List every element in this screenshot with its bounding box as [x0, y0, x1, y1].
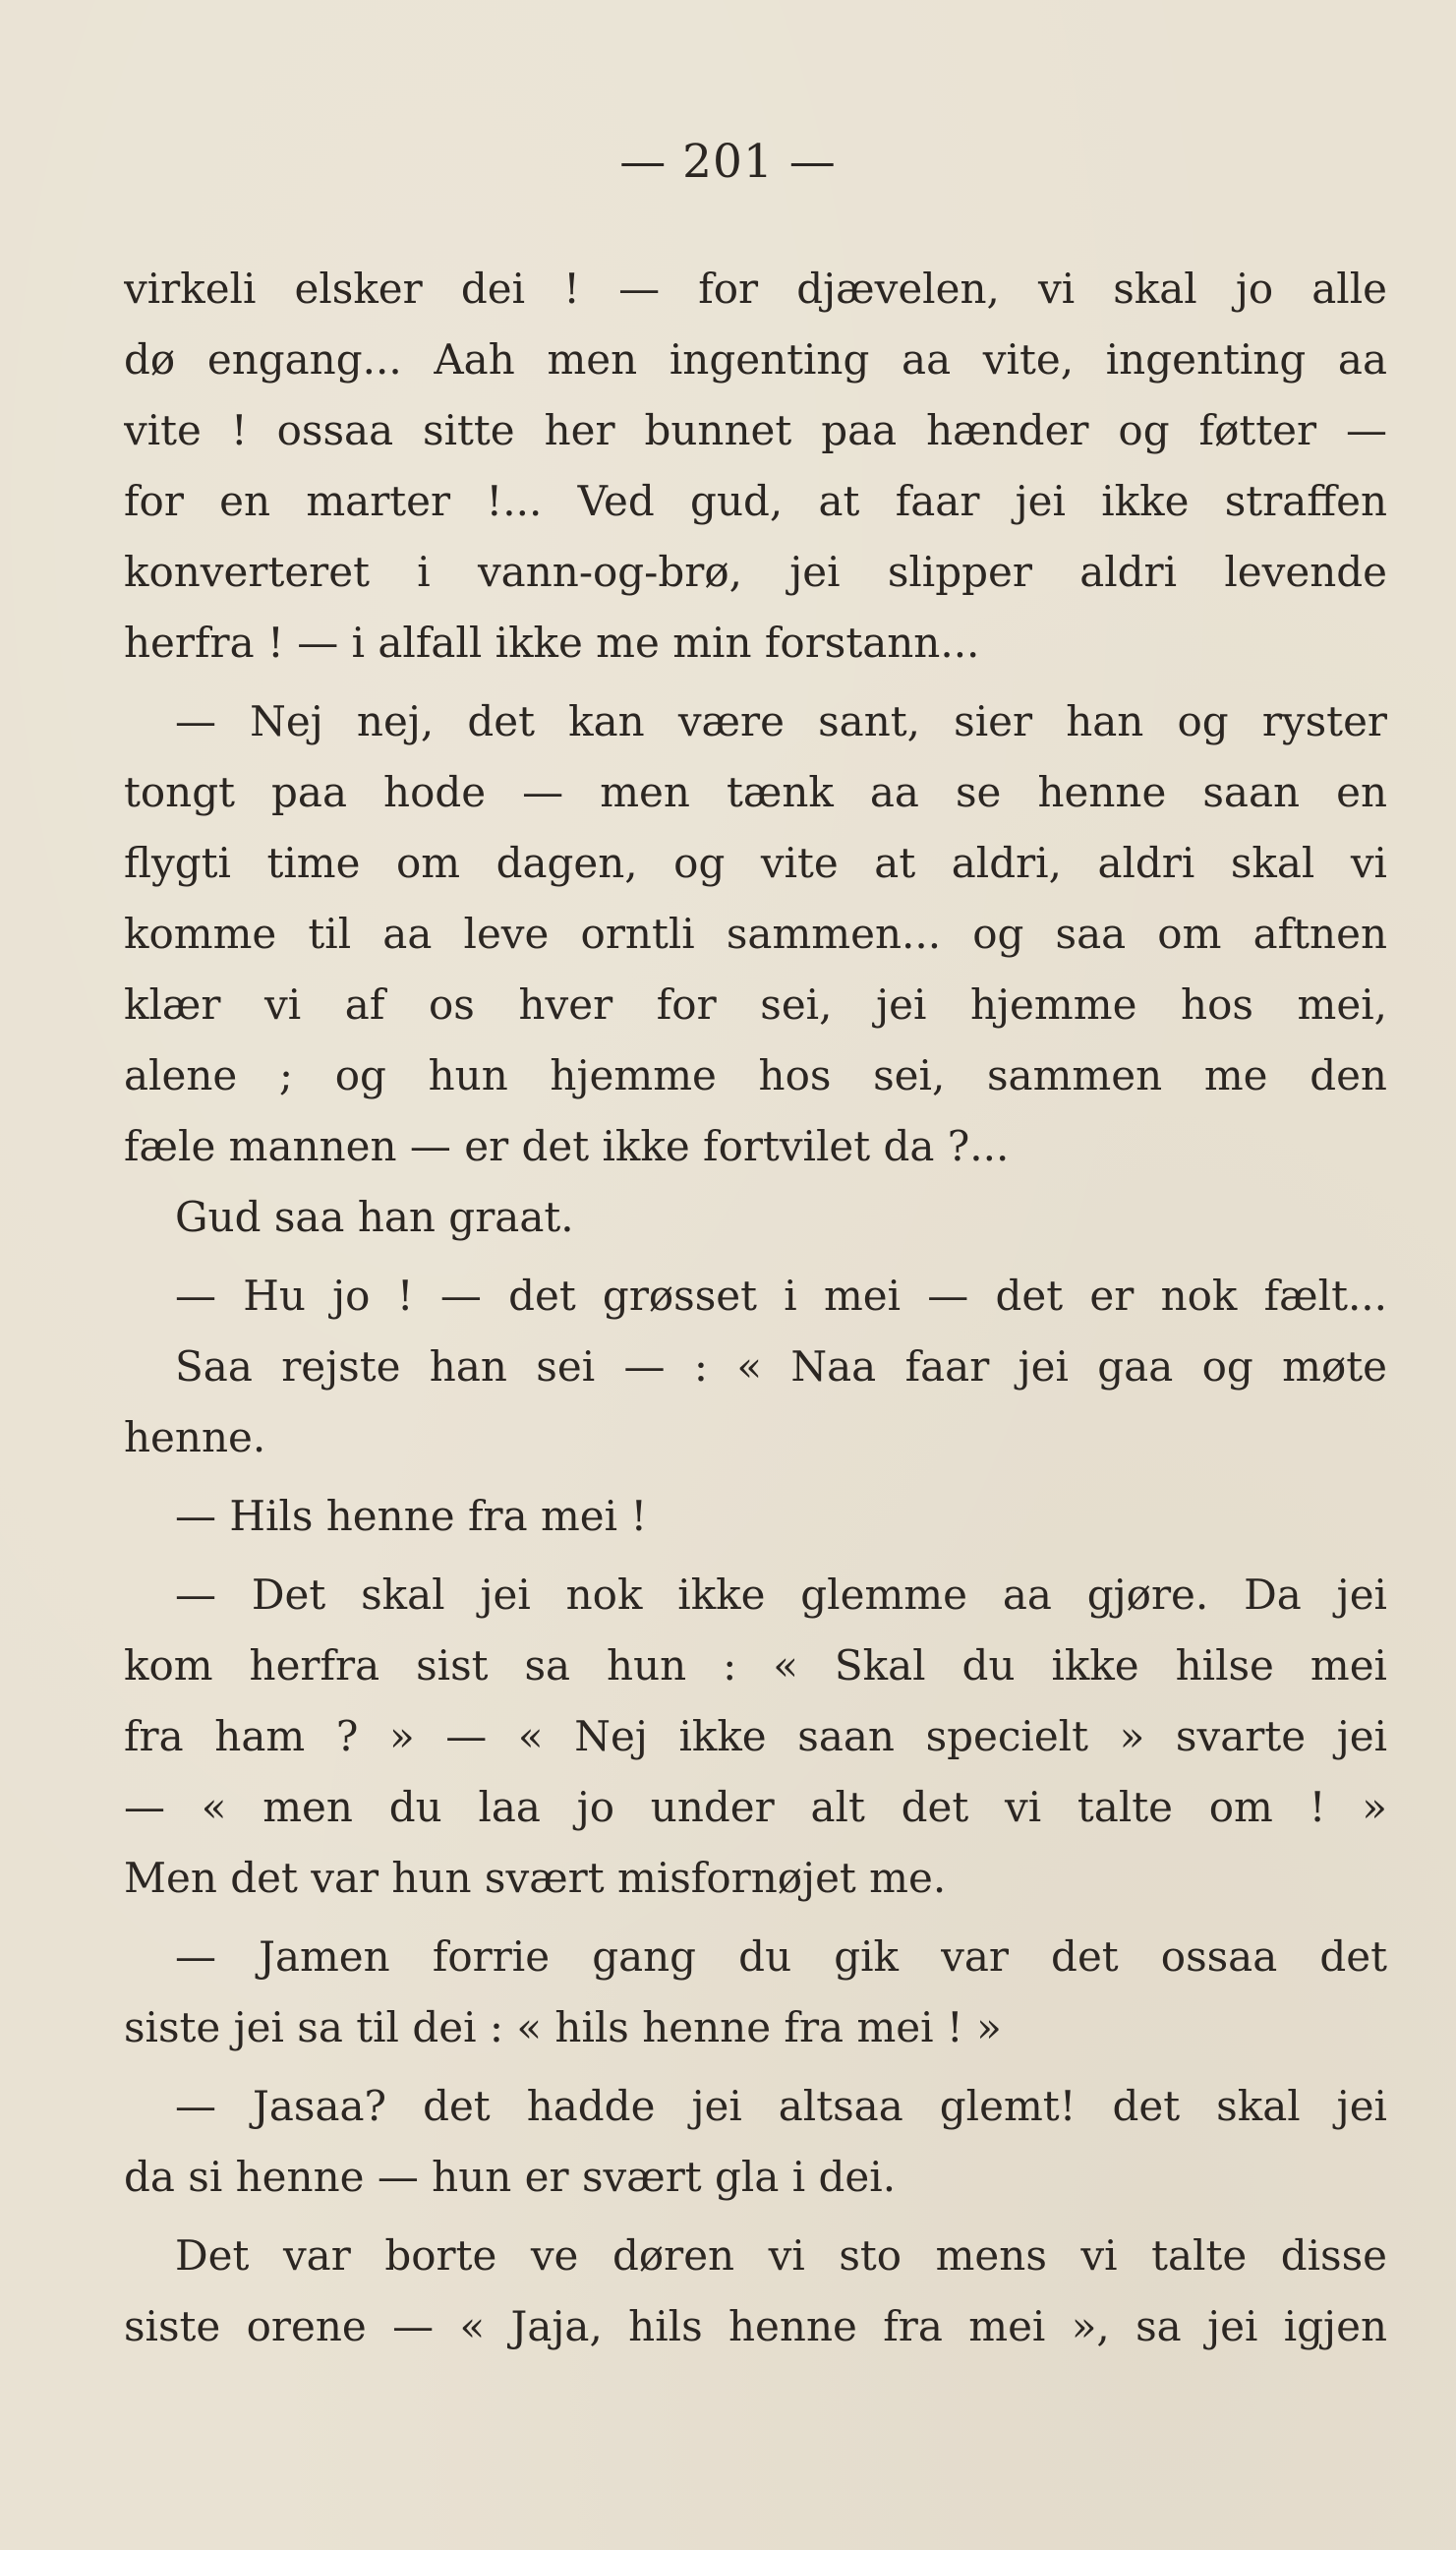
paragraph-gap [124, 2063, 1387, 2071]
text-line: tongt paa hode — men tænk aa se henne saan en [124, 768, 1387, 816]
text-line: Saa rejste han sei — : « Naa faar jei gaa og møte [175, 1342, 1387, 1391]
text-line: Det var borte ve døren vi sto mens vi talte disse [175, 2231, 1387, 2280]
page-number: — 201 — [619, 135, 837, 189]
paragraph-gap [124, 2213, 1387, 2221]
text-line: — Hu jo ! — det grøsset i mei — det er nok fælt... [175, 1272, 1387, 1320]
text-line: fæle mannen — er det ikke fortvilet da ?... [124, 1122, 1010, 1170]
text-line: virkeli elsker dei ! — for djævelen, vi skal jo alle [124, 265, 1387, 313]
body-text [124, 254, 1387, 2362]
paragraph-gap [124, 1253, 1387, 1261]
text-line: for en marter !... Ved gud, at faar jei ikke straffen [124, 477, 1387, 525]
paragraph-gap [124, 1552, 1387, 1560]
text-line: siste orene — « Jaja, hils henne fra mei », sa jei igjen [124, 2302, 1387, 2350]
text-line: konverteret i vann-og-brø, jei slipper aldri levende [124, 548, 1387, 596]
text-line: — Det skal jei nok ikke glemme aa gjøre. Da jei [175, 1571, 1387, 1619]
text-line: — Jamen forrie gang du gik var det ossaa det [175, 1932, 1387, 1981]
paragraph-gap [124, 1473, 1387, 1481]
text-line: klær vi af os hver for sei, jei hjemme hos mei, [124, 980, 1387, 1029]
text-line: dø engang... Aah men ingenting aa vite, ingenting aa [124, 335, 1387, 384]
text-line: kom herfra sist sa hun : « Skal du ikke hilse mei [124, 1641, 1387, 1690]
text-line: siste jei sa til dei : « hils henne fra mei ! » [124, 2003, 1002, 2051]
paragraph-gap [124, 1914, 1387, 1922]
paragraph-gap [124, 679, 1387, 686]
text-line: henne. [124, 1413, 266, 1461]
text-line: da si henne — hun er svært gla i dei. [124, 2153, 897, 2201]
text-line: flygti time om dagen, og vite at aldri, aldri skal vi [124, 839, 1387, 887]
text-line: — « men du laa jo under alt det vi talte om ! » [124, 1783, 1387, 1831]
text-line: herfra ! — i alfall ikke me min forstann... [124, 619, 980, 667]
text-line: alene ; og hun hjemme hos sei, sammen me den [124, 1051, 1387, 1099]
text-line: — Nej nej, det kan være sant, sier han og ryster [175, 697, 1387, 745]
text-line: vite ! ossaa sitte her bunnet paa hænder og føtter — [124, 406, 1387, 454]
text-line: — Hils henne fra mei ! [175, 1492, 648, 1540]
text-line: fra ham ? » — « Nej ikke saan specielt » svarte jei [124, 1712, 1387, 1760]
text-line: — Jasaa? det hadde jei altsaa glemt! det skal jei [175, 2082, 1387, 2130]
text-line: Gud saa han graat. [175, 1193, 574, 1241]
text-line: Men det var hun svært misfornøjet me. [124, 1854, 947, 1902]
text-line: komme til aa leve orntli sammen... og saa om aftnen [124, 910, 1387, 958]
